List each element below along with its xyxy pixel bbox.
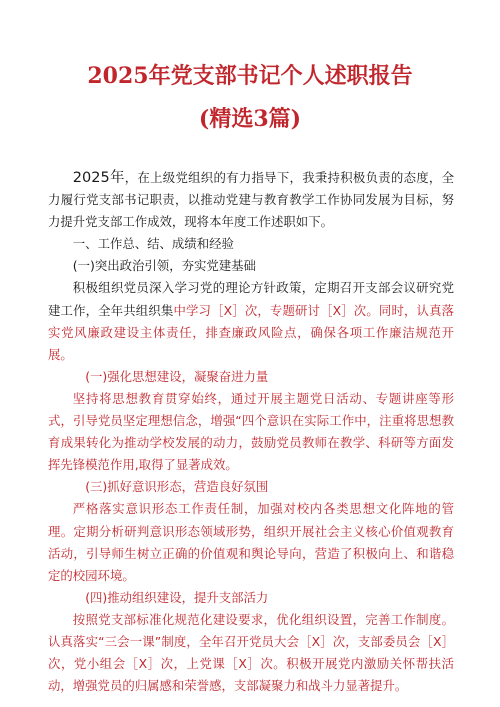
subsection-heading-3: (三)抓好意识形态，营造良好氛围 [85, 479, 269, 495]
paragraph-1-red-text: 中学习［X］次，专题研讨［X］次。同时，认真落实党风廉政建设主体责任，排查廉政风险点，确保各项工作廉洁规范开展。 [48, 302, 455, 362]
subsection-paragraph-4: 按照党支部标准化规范化建设要求，优化组织设置，完善工作制度。认真落实“三会一课”制度，全年召开党员大会［X］次，支部委员会［X］次，党小组会［X］次，上党课［X］次。积极开展党内激励关怀帮扶活动，增强党员的归属感和荣誉感，支部凝聚力和战斗力显著提升。 [48, 611, 454, 694]
subsection-heading-2: (一)强化思想建设，凝聚奋进力量 [85, 368, 269, 384]
intro-paragraph [48, 167, 454, 233]
intro-lead: 2025年 [72, 170, 125, 186]
intro-text: ，在上级党组织的有力指导下，我秉持积极负责的态度，全力履行党支部书记职责，以推动党建与教育教学工作协同发展为目标，努力提升党支部工作成效，现将本年度工作述职如下。 [48, 170, 454, 230]
subsection-paragraph-1 [48, 277, 454, 365]
paragraph-1-black-text: 积极组织党员深入学习党的理论方针政策，定期召开支部会议研究党建工作，全年共组织集 [48, 280, 454, 318]
subsection-heading-4: (四)推动组织建设，提升支部活力 [85, 589, 269, 605]
section-heading: 一、工作总、结、成绩和经验 [72, 236, 234, 252]
subsection-heading-1: (一)突出政治引领，夯实党建基础 [72, 258, 256, 274]
subsection-paragraph-2: 坚持将思想教育贯穿始终，通过开展主题党日活动、专题讲座等形式，引导党员坚定理想信念，增强“四个意识在实际工作中，注重将思想教育成果转化为推动学校发展的动力，鼓励党员教师在教学、科研等方面发挥先锋模范作用,取得了显著成效。 [48, 390, 454, 473]
document-subtitle: (精选3篇) [198, 106, 302, 132]
document-title: 2025年党支部书记个人述职报告 [87, 63, 413, 89]
document-body [48, 167, 454, 697]
subsection-paragraph-3: 严格落实意识形态工作责任制，加强对校内各类思想文化阵地的管理。定期分析研判意识形态领域形势，组织开展社会主义核心价值观教育活动，引导师生树立正确的价值观和舆论导向，营造了积极向上、和谐稳定的校园环境。 [48, 501, 454, 583]
